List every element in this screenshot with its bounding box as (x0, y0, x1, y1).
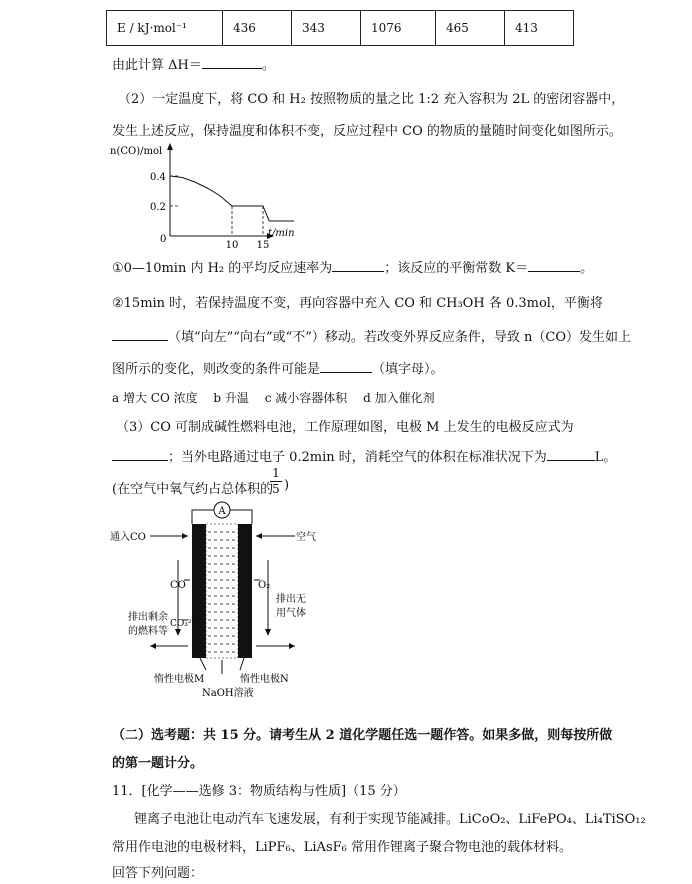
circuit-wire-right (230, 510, 252, 524)
text: (在空气中氧气约占总体积的 (112, 482, 274, 497)
text: ①0—10min 内 H₂ 的平均反应速率为 (112, 261, 333, 276)
right-down-arrowhead (265, 629, 271, 636)
fuel-cell-diagram (110, 498, 330, 702)
section-2-heading: （二）选考题：共 15 分。请考生从 2 道化学题任选一题作答。如果多做，则每按所做 (112, 728, 613, 743)
text: （填“向左”“向右”或“不”）移动。若改变外界反应条件，导致 n（CO）发生如上 (168, 330, 631, 345)
origin-label: 0 (160, 234, 167, 245)
electrolyte-label: NaOH溶液 (202, 688, 254, 699)
y-tick-label: 0.2 (150, 202, 166, 213)
text: 由此计算 ΔH＝ (112, 58, 202, 73)
circuit-wire-left (192, 510, 214, 524)
ammeter-label: A (218, 506, 226, 517)
x-tick-label: 10 (225, 240, 239, 251)
text: ；该反应的平衡常数 K＝ (384, 261, 529, 276)
left-down-arrowhead (175, 629, 181, 636)
table-cell: 1076 (361, 11, 436, 46)
question-2-part-2-line-3 (112, 358, 444, 377)
y-tick-label: 0.4 (150, 172, 166, 183)
x-axis-label: t/min (268, 228, 295, 239)
x-tick-label: 15 (256, 240, 270, 251)
fraction (270, 466, 282, 497)
table-cell: 465 (436, 11, 505, 46)
electrode-m-pointer (200, 658, 206, 670)
table-row (107, 11, 574, 46)
fraction-numerator: 1 (272, 466, 280, 480)
bond-energy-table (106, 10, 574, 46)
electrode-n-pointer (240, 658, 244, 670)
exhaust-left-label-1: 排出剩余 (128, 612, 168, 623)
y-axis-arrow (167, 143, 173, 150)
text: L。 (594, 450, 617, 465)
carbonate-label: CO₃²⁻ (170, 619, 197, 629)
question-3-line-2 (112, 446, 616, 465)
table-cell: 436 (223, 11, 292, 46)
electrode-m (192, 524, 206, 658)
table-row-label: E / kJ·mol⁻¹ (107, 11, 223, 46)
answer-blank (332, 259, 384, 272)
electrode-m-label: 惰性电极M (154, 674, 205, 685)
answer-blank (112, 448, 168, 461)
question-3-note (112, 478, 273, 497)
co-inlet-arrowhead (182, 533, 188, 539)
answer-options: a 增大 CO 浓度 b 升温 c 减小容器体积 d 加入催化剂 (112, 391, 435, 405)
o2-label: O₂ (258, 580, 271, 591)
text: （填字母）。 (372, 362, 444, 377)
fraction-close: ) (284, 478, 290, 493)
question-11-text-3: 回答下列问题： (112, 866, 204, 881)
air-inlet-arrowhead (256, 533, 262, 539)
text: 。 (580, 261, 594, 276)
question-3-line-1: （3）CO 可制成碱性燃料电池，工作原理如图，电极 M 上发生的电极反应式为 (116, 420, 574, 435)
nco-series-line (170, 176, 294, 221)
answer-blank (528, 259, 580, 272)
question-11-title: 11．[化学——选修 3：物质结构与性质]（15 分） (112, 784, 406, 799)
answer-blank (112, 328, 168, 341)
y-axis-label: n(CO)/mol (110, 146, 163, 157)
question-2-part-2-line-1: ②15min 时，若保持温度不变，再向容器中充入 CO 和 CH₃OH 各 0.3mol，平衡将 (112, 296, 603, 311)
text: 。 (261, 58, 275, 73)
question-11-text-1: 锂离子电池让电动汽车飞速发展，有利于实现节能减排。LiCoO₂、LiFePO₄、Li₄TiSO₁₂ (134, 812, 646, 827)
exhaust-right-label-1: 排出无 (276, 594, 306, 605)
question-2-part-2-line-2 (112, 326, 631, 345)
exhaust-right-arrowhead (289, 643, 295, 649)
nco-time-chart (108, 140, 308, 251)
question-11-text-2: 常用作电池的电极材料，LiPF₆、LiAsF₆ 常用作锂离子聚合物电池的载体材料。 (112, 840, 572, 855)
table-cell: 413 (505, 11, 574, 46)
fraction-denominator: 5 (270, 481, 282, 497)
line-delta-h (112, 54, 275, 73)
question-2-line-1: （2）一定温度下，将 CO 和 H₂ 按照物质的量之比 1:2 充入容积为 2L 的密闭容器中， (118, 92, 625, 107)
answer-blank (320, 360, 372, 373)
text: 图所示的变化，则改变的条件可能是 (112, 362, 321, 377)
exhaust-left-arrowhead (150, 643, 156, 649)
co-inlet-label: 通入CO (110, 532, 146, 543)
question-2-line-2: 发生上述反应，保持温度和体积不变，反应过程中 CO 的物质的量随时间变化如图所示。 (112, 124, 622, 139)
electrode-n (238, 524, 252, 658)
air-inlet-label: 空气 (296, 532, 316, 543)
question-2-part-1 (112, 257, 593, 276)
electrolyte-chamber (206, 524, 238, 658)
co-label: CO (170, 580, 186, 591)
answer-blank (547, 448, 595, 461)
table-cell: 343 (292, 11, 361, 46)
section-2-heading-cont: 的第一题计分。 (112, 756, 204, 771)
answer-blank (202, 56, 262, 69)
text: ；当外电路通过电子 0.2min 时，消耗空气的体积在标准状况下为 (168, 450, 547, 465)
exhaust-left-label-2: 的燃料等 (128, 626, 168, 637)
electrode-n-label: 惰性电极N (240, 674, 289, 685)
exhaust-right-label-2: 用气体 (276, 608, 306, 619)
